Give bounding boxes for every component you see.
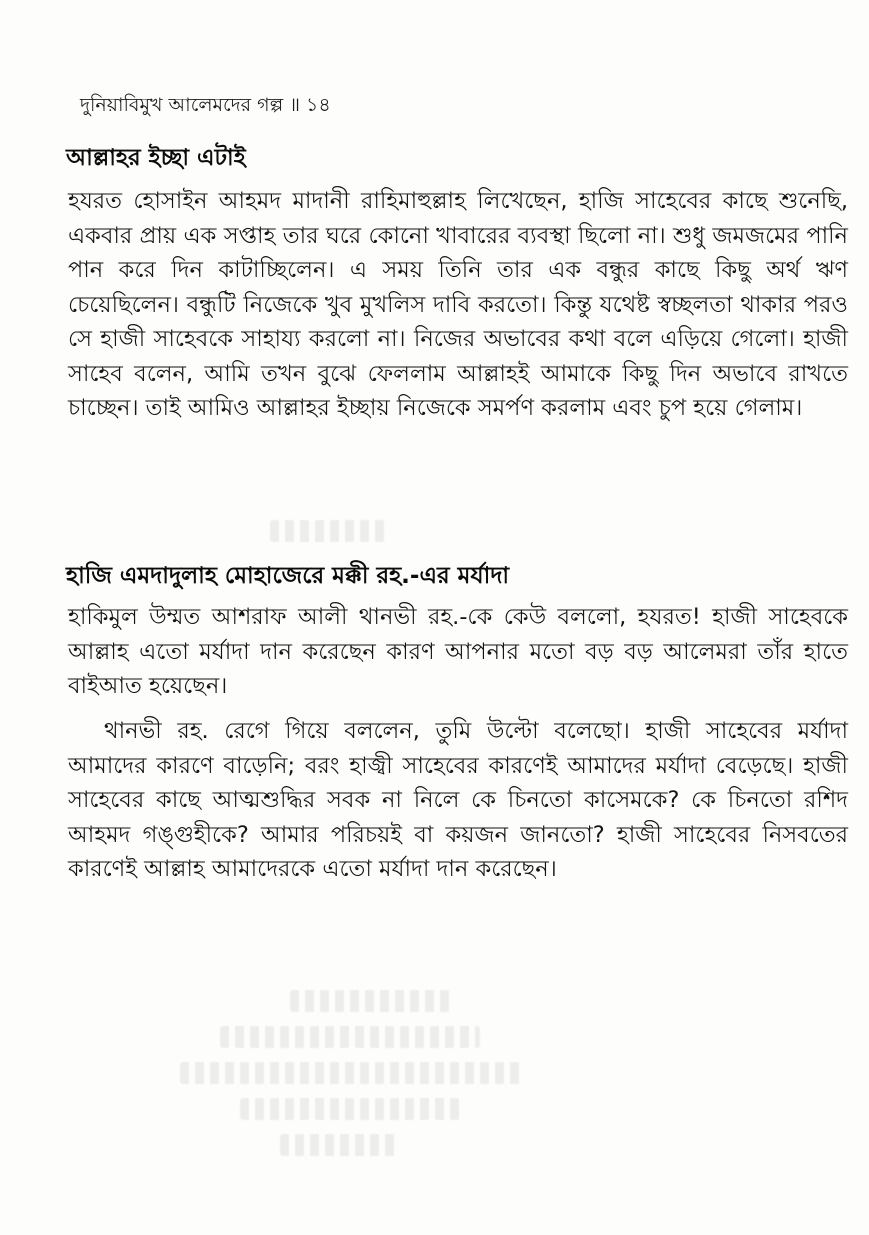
section-title-imdadullah-dignity: হাজি এমদাদুলাহ মোহাজেরে মক্কী রহ.-এর মর্যাদা <box>66 563 510 589</box>
paragraph-allahs-will: হযরত হোসাইন আহমদ মাদানী রাহিমাহুল্লাহ লিখেছেন, হাজি সাহেবের কাছে শুনেছি, একবার প্রায় এক সপ্তাহ তার ঘরে কোনো খাবারের ব্যবস্থা ছিলো না। শুধু জমজমের পানি পান করে দিন কাটাচ্ছিলেন। এ সময় তিনি তার এক বন্ধুর কাছে কিছু অর্থ ঋণ চেয়েছিলেন। বন্ধুটি নিজেকে খুব মুখলিস দাবি করতো। কিন্তু যথেষ্ট স্বচ্ছলতা থাকার পরও সে হাজী সাহেবকে সাহায্য করলো না। নিজের অভাবের কথা বলে এড়িয়ে গেলো। হাজী সাহেব বলেন, আমি তখন বুঝে ফেললাম আল্লাহই আমাকে কিছু দিন অভাবে রাখতে চাচ্ছেন। তাই আমিও আল্লাহর ইচ্ছায় নিজেকে সমর্পণ করলাম এবং চুপ হয়ে গেলাম। <box>68 188 848 421</box>
section-title-allahs-will: আল্লাহর ইচ্ছা এটাই <box>66 145 246 171</box>
paragraph-thanvi-question: হাকিমুল উম্মত আশরাফ আলী থানভী রহ.-কে কেউ বললো, হযরত! হাজী সাহেবকে আল্লাহ এতো মর্যাদা দান করেছেন কারণ আপনার মতো বড় বড় আলেমরা তাঁর হাতে বাইআত হয়েছেন। <box>68 604 848 699</box>
reverse-side-bleed-through-lower <box>180 990 600 1220</box>
paragraph-thanvi-reply: থানভী রহ. রেগে গিয়ে বললেন, তুমি উল্টো বলেছো। হাজী সাহেবের মর্যাদা আমাদের কারণে বাড়েনি; বরং হাজ্বী সাহেবের কারণেই আমাদের মর্যাদা বেড়েছে। হাজী সাহেবের কাছে আত্মশুদ্ধির সবক না নিলে কে চিনতো কাসেমকে? কে চিনতো রশিদ আহমদ গঙ্গুহীকে? আমার পরিচয়ই বা কয়জন জানতো? হাজী সাহেবের নিসবতের কারণেই আল্লাহ আমাদেরকে এতো মর্যাদা দান করেছেন। <box>68 718 848 882</box>
running-header: দুনিয়াবিমুখ আলেমদের গল্প ॥ ১৪ <box>80 94 331 116</box>
